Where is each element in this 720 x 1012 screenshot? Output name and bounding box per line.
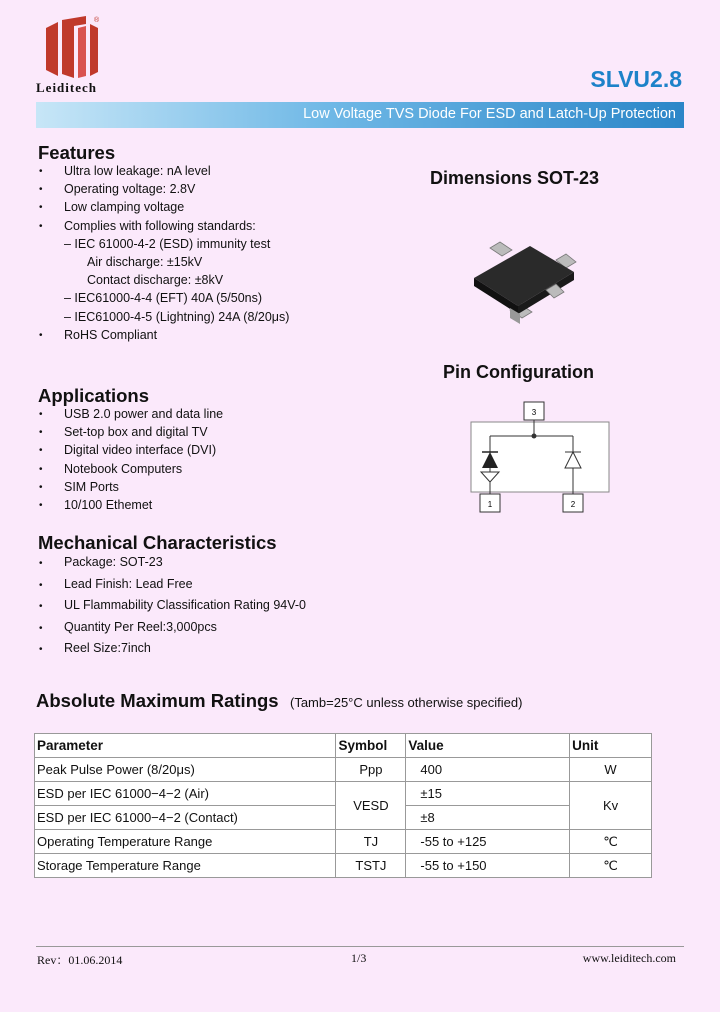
column-header: Value — [406, 734, 570, 758]
pin-config-heading: Pin Configuration — [443, 362, 594, 382]
ratings-table — [34, 733, 652, 878]
column-header: Unit — [570, 734, 652, 758]
pin-2-label: 2 — [570, 500, 576, 509]
list-item: – IEC61000-4-5 (Lightning) 24A (8/20μs) — [64, 309, 290, 324]
table-row: Peak Pulse Power (8/20μs) Ppp 400 W — [35, 758, 652, 782]
list-item: • Set-top box and digital TV — [39, 423, 223, 441]
sot23-package-image — [470, 238, 580, 334]
list-item: • Low clamping voltage — [39, 198, 289, 216]
features-list — [39, 162, 289, 344]
pin-3-label: 3 — [531, 408, 537, 417]
list-item: • RoHS Compliant — [39, 326, 289, 344]
table-row: ESD per IEC 61000−4−2 (Air) VESD ±15 Kv — [35, 782, 652, 806]
list-item: • Notebook Computers — [39, 460, 223, 478]
table-row: Operating Temperature Range TJ -55 to +125 ℃ — [35, 830, 652, 854]
list-item: • Ultra low leakage: nA level — [39, 162, 289, 180]
pin-configuration-diagram — [470, 398, 610, 516]
table-row: Storage Temperature Range TSTJ -55 to +150 ℃ — [35, 854, 652, 878]
list-item: • Package: SOT-23 — [39, 552, 306, 574]
table-header-row — [35, 734, 652, 758]
subtitle-banner: Low Voltage TVS Diode For ESD and Latch-Up Protection — [36, 102, 684, 128]
list-item: – IEC61000-4-4 (EFT) 40A (5/50ns) — [64, 291, 263, 306]
leiditech-logo — [40, 14, 102, 80]
footer-divider — [36, 946, 684, 947]
ratings-note: (Tamb=25°C unless otherwise specified) — [290, 695, 523, 710]
table-row: ESD per IEC 61000−4−2 (Contact) ±8 — [35, 806, 652, 830]
list-item: • Lead Finish: Lead Free — [39, 574, 306, 596]
applications-list — [39, 405, 223, 514]
brand-name: Leiditech — [36, 80, 97, 95]
list-item: • Operating voltage: 2.8V — [39, 180, 289, 198]
applications-heading: Applications — [38, 385, 150, 406]
list-item: • Digital video interface (DVI) — [39, 441, 223, 459]
column-header: Symbol — [336, 734, 406, 758]
list-item: • Complies with following standards: — [39, 217, 289, 235]
mechanical-list — [39, 552, 306, 660]
features-heading: Features — [38, 142, 116, 163]
list-item: • USB 2.0 power and data line — [39, 405, 223, 423]
list-item: • Reel Size:7inch — [39, 638, 306, 660]
list-item: – IEC 61000-4-2 (ESD) immunity test — [64, 236, 271, 251]
list-item: Air discharge: ±15kV — [87, 254, 203, 269]
list-item: • UL Flammability Classification Rating 94V-0 — [39, 595, 306, 617]
pin-1-label: 1 — [487, 500, 493, 509]
list-item: • 10/100 Ethemet — [39, 496, 223, 514]
svg-text:®: ® — [94, 17, 100, 24]
dimensions-heading: Dimensions SOT-23 — [430, 168, 600, 188]
list-item: • Quantity Per Reel:3,000pcs — [39, 617, 306, 639]
footer-revision: Rev：01.06.2014 — [37, 953, 123, 967]
ratings-heading: Absolute Maximum Ratings — [36, 690, 279, 711]
product-title: SLVU2.8 — [590, 66, 682, 92]
list-item: • SIM Ports — [39, 478, 223, 496]
footer-website: www.leiditech.com — [582, 951, 676, 965]
list-item: Contact discharge: ±8kV — [87, 273, 224, 288]
footer-page-number: 1/3 — [351, 951, 367, 965]
mechanical-heading: Mechanical Characteristics — [38, 532, 277, 553]
column-header: Parameter — [35, 734, 336, 758]
